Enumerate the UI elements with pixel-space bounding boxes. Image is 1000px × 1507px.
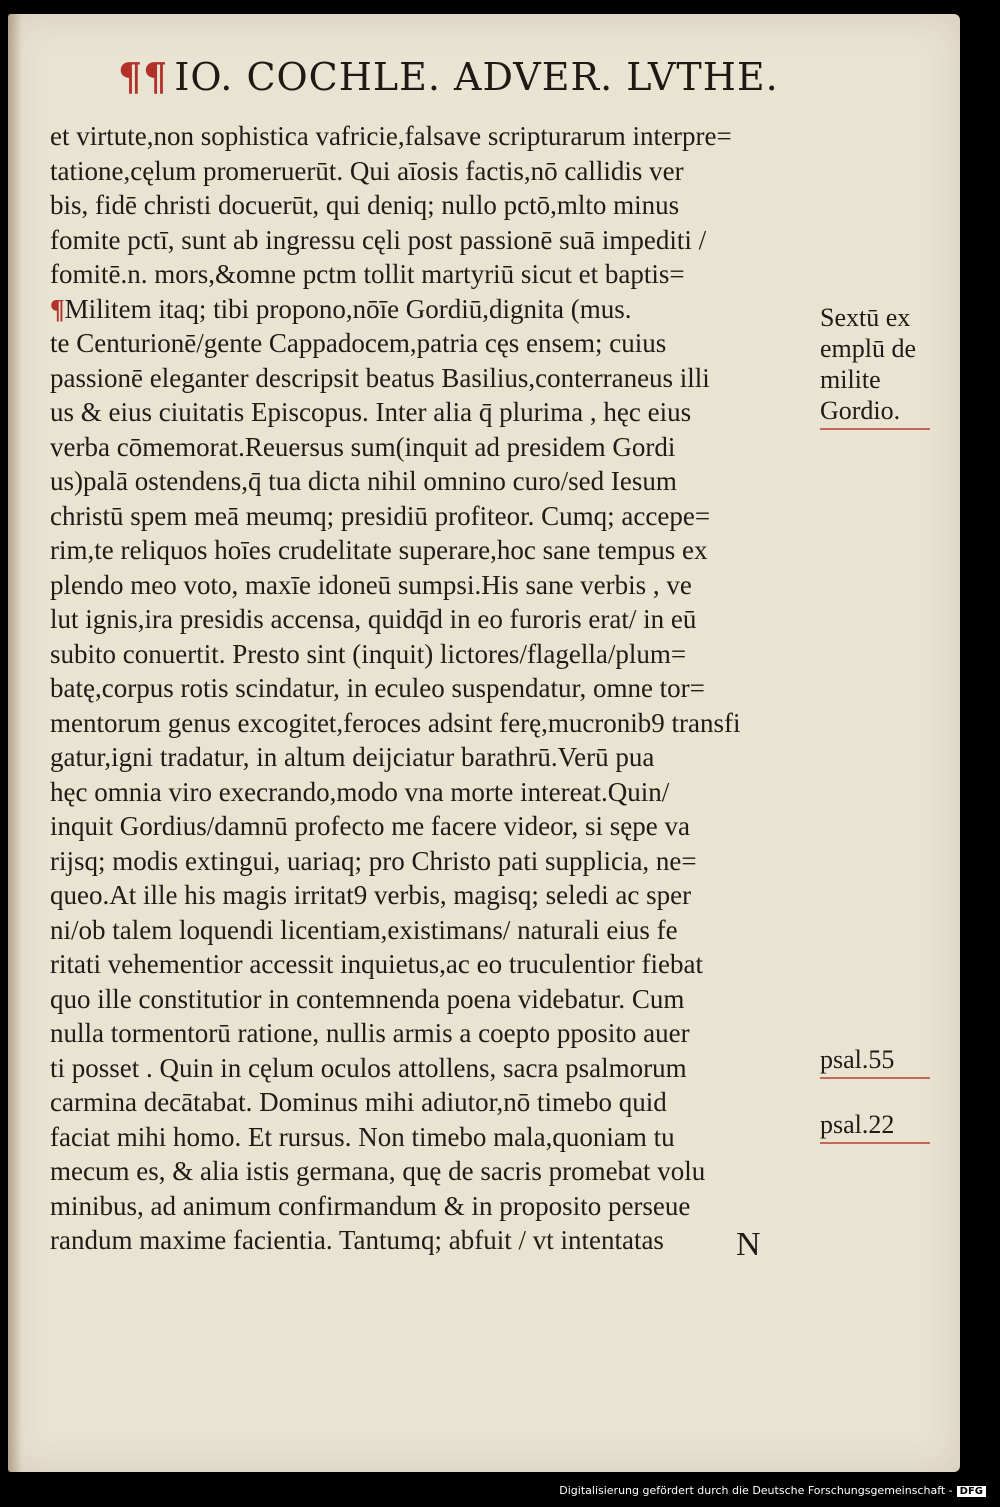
text-line: passionē eleganter descripsit beatus Basilius,conterraneus illi [50,362,710,393]
text-line: minibus, ad animum confirmandum & in proposito perseue [50,1190,691,1221]
text-line: fomite pctī, sunt ab ingressu cęli post passionē suā impediti / [50,224,707,255]
text-line: lut ignis,ira presidis accensa, quidq̄d in eo furoris erat/ in eū [50,604,697,634]
header-rubric-mark: ¶¶ [118,54,169,99]
text-line: bis, fidē christi docuerūt, qui deniq; nullo pctō,mlto minus [50,190,680,220]
text-line: te Centurionē/gente Cappadocem,patria cęs ensem; cuius [50,328,667,358]
text-line: batę,corpus rotis scindatur, in eculeo suspendatur, omne tor= [50,673,705,703]
body-text [50,119,840,1258]
digitization-credit [559,1484,986,1497]
text-line: carmina decātabat. Dominus mihi adiutor,nō timebo quid [50,1087,667,1117]
margin-note-psalm-22 [820,1109,930,1144]
margin-note-line: milite [820,365,881,394]
margin-red-rule [820,428,930,430]
text-line: queo.At ille his magis irritat9 verbis, magisq; seledi ac sper [50,880,692,910]
text-line: christū spem meā meumq; presidiū profiteor. Cumq; accepe= [50,500,711,531]
dfg-logo: DFG [957,1486,986,1497]
text-line: plendo meo voto, maxīe idoneū sumpsi.His sane verbis , ve [50,569,692,600]
text-line: randum maxime facientia. Tantumq; abfuit / vt intentatas [50,1225,664,1255]
text-line: ¶Militem itaq; tibi propono,nōīe Gordiū,dignita (mus. [50,293,632,324]
text-line: quo ille constitutior in contemnenda poena videbatur. Cum [50,983,685,1014]
text-line: ti posset . Quin in cęlum oculos attollens, sacra psalmorum [50,1052,687,1083]
running-header [118,54,779,104]
signature-mark: N [736,1226,761,1263]
text-line: mentorum genus excogitet,feroces adsint ferę,mucronib9 transfi [50,707,741,738]
text-line: rim,te reliquos hoīes crudelitate superare,hoc sane tempus ex [50,535,708,565]
margin-note-line: Sextū ex [820,303,911,332]
text-line: ritati vehementior accessit inquietus,ac eo truculentior fiebat [50,949,703,979]
text-line: subito conuertit. Presto sint (inquit) lictores/flagella/plum= [50,638,687,669]
margin-note-sextum-exemplum [820,302,930,430]
margin-note-line: emplū de [820,334,917,363]
text-line: et virtute,non sophistica vafricie,falsave scripturarum interpre= [50,121,732,151]
margin-note-psalm-55 [820,1044,930,1079]
credit-text: Digitalisierung gefördert durch die Deutsche Forschungsgemeinschaft - [559,1484,953,1497]
text-line: rijsq; modis extingui, uariaq; pro Christo pati supplicia, ne= [50,845,697,876]
pilcrow-mark: ¶ [50,293,65,324]
margin-note-line: psal.55 [820,1045,895,1074]
header-title: IO. COCHLE. ADVER. LVTHE. [174,55,779,99]
text-line: mecum es, & alia istis germana, quę de sacris promebat volu [50,1156,706,1186]
margin-note-line: Gordio. [820,396,901,425]
text-line: fomitē.n. mors,&omne pctm tollit martyriū sicut et baptis= [50,259,685,289]
text-line: faciat mihi homo. Et rursus. Non timebo mala,quoniam tu [50,1121,675,1152]
text-line: gatur,igni tradatur, in altum deijciatur barathrū.Verū pua [50,742,655,772]
margin-note-line: psal.22 [820,1110,895,1139]
text-line: us & eius ciuitatis Episcopus. Inter alia q̄ plurima , hęc eius [50,397,692,427]
text-line: inquit Gordius/damnū profecto me facere videor, si sępe va [50,811,690,841]
text-line: verba cōmemorat.Reuersus sum(inquit ad presidem Gordi [50,431,676,462]
text-line: ni/ob talem loquendi licentiam,existimans/ naturali eius fe [50,914,678,945]
book-page [8,14,960,1472]
margin-red-rule [820,1142,930,1144]
text-line: tatione,cęlum promeruerūt. Qui aīosis factis,nō callidis ver [50,155,684,186]
margin-red-rule [820,1077,930,1079]
text-line: hęc omnia viro execrando,modo vna morte intereat.Quin/ [50,776,670,807]
text-line: us)palā ostendens,q̄ tua dicta nihil omnino curo/sed Iesum [50,466,677,496]
text-line: nulla tormentorū ratione, nullis armis a coepto pposito auer [50,1018,690,1048]
